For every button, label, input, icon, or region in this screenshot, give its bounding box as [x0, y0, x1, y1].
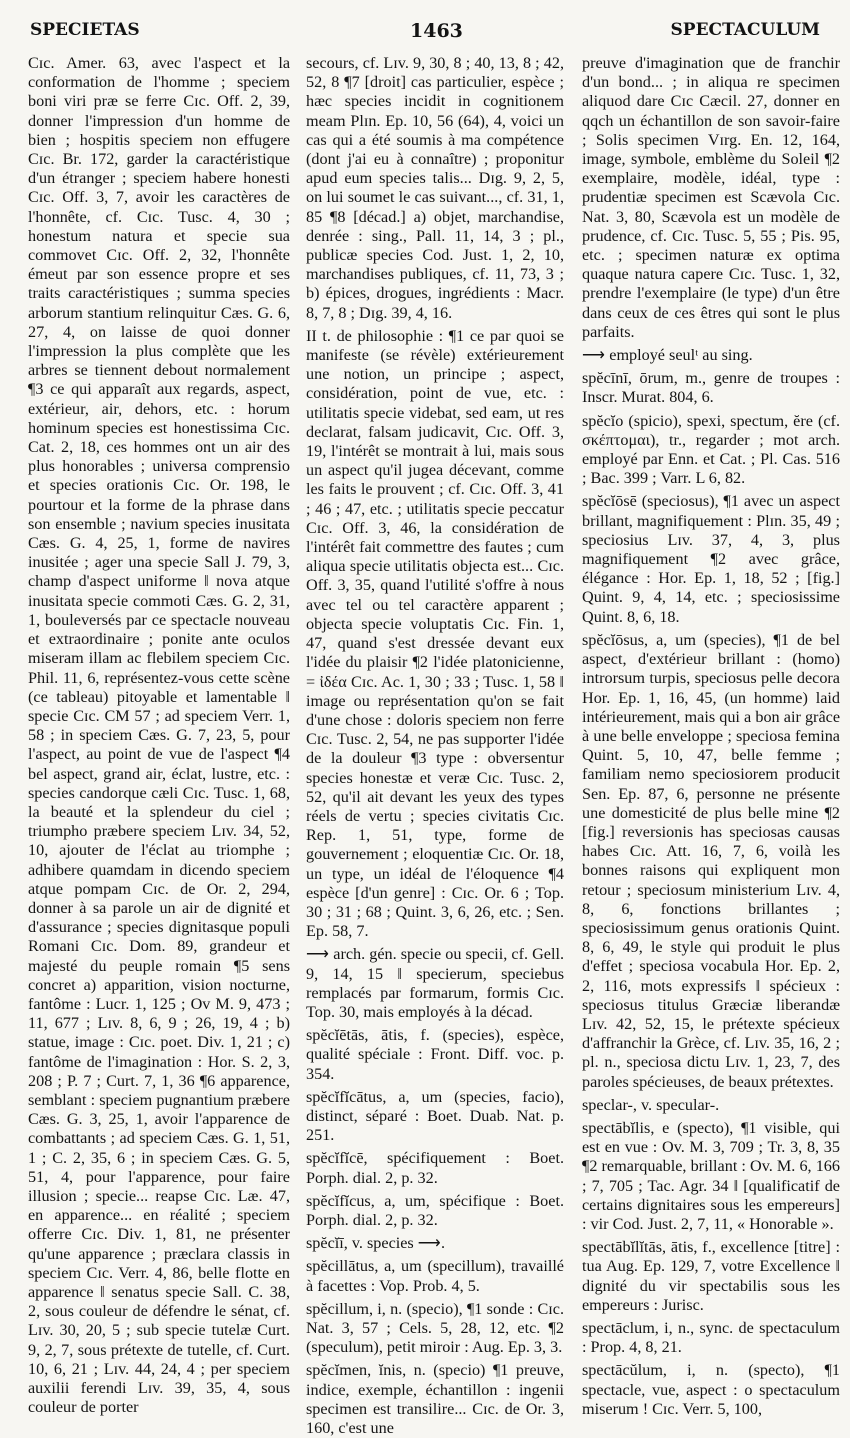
entry-spectaculum: spectācŭlum, i, n. (specto), ¶1 spectacle, vue, aspect : o spectaculum miserum ! Cɪc. Verr. 5, 100,: [582, 1361, 840, 1418]
entry-paragraph: II t. de philosophie : ¶1 ce par quoi se manifeste (se révèle) extérieurement une notion, un principe ; aspect, considération, point de vue, etc. : utilitatis specie videbat, sed eam, ut res declarat, falsam judicavit, Cɪc. Off. 3, 19, l'intérêt se montrait à lui, mais sous un aspect qu'il jugea décevant, comme les faits le prouvent ; cf. Cɪc. Off. 3, 41 ; 46 ; 47, etc. ; utilitatis specie peccatur Cɪc. Off. 3, 46, la considération de l'intérêt fait commettre des fautes ; cum aliqua specie utilitatis objecta est... Cɪc. Off. 3, 35, quand l'utilité s'offre à nous avec tel ou tel caractère apparent ; objecta specie voluptatis Cɪc. Fin. 1, 47, quand s'est dressée devant eux l'idée du plaisir ¶2 l'idée platonicienne, = ἰδέα Cɪc. Ac. 1, 30 ; 33 ; Tusc. 1, 58 ‖ image ou représentation qu'on se fait d'une chose : doloris speciem non ferre Cɪc. Tusc. 2, 54, ne pas supporter l'idée de la douleur ¶3 type : obversentur species honestæ et veræ Cɪc. Tusc. 2, 52, qu'il ait devant les yeux des types réels de vertu ; species civitatis Cɪc. Rep. 1, 51, type, forme de gouvernement ; eloquentiæ Cɪc. Or. 18, un type, un idéal de l'éloquence ¶4 espèce [d'un genre] : Cɪc. Or. 6 ; Top. 30 ; 31 ; 68 ; Quint. 3, 6, 26, etc. ; Sen. Ep. 58, 7.: [306, 326, 564, 941]
entry-paragraph: secours, cf. Lɪv. 9, 30, 8 ; 40, 13, 8 ; 42, 52, 8 ¶7 [droit] cas particulier, espèce ; hæc species incidit in cognitionem meam Plɪn. Ep. 10, 56 (64), 4, voici un cas qui a été soumis à ma compétence (dont j'ai eu à connaître) ; proponitur apud eum species talis... Dɪg. 9, 2, 5, on lui soumet le cas suivant..., cf. 31, 1, 85 ¶8 [décad.] a) objet, marchandise, denrée : sing., Pall. 11, 14, 3 ; pl., publicæ species Cod. Just. 1, 2, 10, marchandises publiques, cf. 11, 73, 3 ; b) épices, drogues, ingrédients : Macr. 8, 7, 8 ; Dɪg. 39, 4, 16.: [306, 54, 564, 322]
entry-paragraph: ⟶ arch. gén. specie ou specii, cf. Gell. 9, 14, 15 ‖ specierum, speciebus remplacés par formarum, formis Cɪc. Top. 30, mais employés à la décad.: [306, 945, 564, 1021]
column-3: [582, 54, 840, 1419]
entry-specifice: spĕcĭfĭcē, spécifiquement : Boet. Porph. dial. 2, p. 32.: [306, 1149, 564, 1187]
entry-speicietas: spĕcĭētās, ātis, f. (species), espèce, qualité spéciale : Front. Diff. voc. p. 354.: [306, 1026, 564, 1083]
entry-speclar: speclar-, v. specular-.: [582, 1095, 720, 1114]
entry-speciose: spĕcĭōsē (speciosus), ¶1 avec un aspect brillant, magnifiquement : Plɪn. 35, 49 ; speciosius Lɪv. 37, 4, 3, plus magnifiquement ¶2 avec grâce, élégance : Hor. Ep. 1, 18, 52 ; [fig.] Quint. 9, 4, 14, etc. ; speciosissime Quint. 8, 6, 18.: [582, 492, 840, 626]
entry-specillatus: spĕcillātus, a, um (specillum), travaillé à facettes : Vop. Prob. 4, 5.: [306, 1257, 564, 1295]
entry-paragraph: preuve d'imagination que de franchir d'un bond... ; in aliqua re specimen aliquod dare Cɪc Cæcil. 27, donner en qqch un échantillon de son savoir-faire ; Solis specimen Vɪrg. En. 12, 164, image, symbole, emblème du Soleil ¶2 exemplaire, modèle, idéal, type : prudentiæ specimen est Scævola Cɪc. Nat. 3, 80, Scævola est un modèle de prudence, cf. Cɪc. Tusc. 5, 55 ; Pis. 95, etc. ; specimen naturæ ex optima quaque natura capere Cɪc. Tusc. 1, 32, prendre l'exemplaire (le type) d'un être dans ceux de ces êtres qui sont le plus parfaits.: [582, 54, 840, 341]
entry-specini: spĕcīnī, ōrum, m., genre de troupes : Inscr. Murat. 804, 6.: [582, 369, 840, 407]
entry-specillum: spĕcillum, i, n. (specio), ¶1 sonde : Cɪc. Nat. 3, 57 ; Cels. 5, 28, 12, etc. ¶2 (speculum), petit miroir : Aug. Ep. 3, 3.: [306, 1299, 564, 1357]
entry-specificus: spĕcĭfĭcus, a, um, spécifique : Boet. Porph. dial. 2, p. 32.: [306, 1191, 564, 1229]
entry-specimen: spĕcĭmen, ĭnis, n. (specio) ¶1 preuve, indice, exemple, échantillon : ingenii specimen est transilire... Cɪc. de Or. 3, 160, c'est une: [306, 1361, 564, 1438]
running-head-right: SPECTACULUM: [670, 20, 820, 40]
running-head-left: SPECIETAS: [30, 20, 140, 40]
entry-spectabilis: spectābĭlis, e (specto), ¶1 visible, qui est en vue : Ov. M. 3, 709 ; Tr. 3, 8, 35 ¶2 remarquable, brillant : Ov. M. 6, 166 ; 7, 705 ; Tac. Agr. 34 ‖ [qualificatif de certains dignitaires sous les empereurs] : vir Cod. Just. 2, 7, 11, « Honorable ».: [582, 1118, 840, 1233]
entry-specii: spĕcĭī, v. species ⟶.: [306, 1234, 446, 1253]
column-2: [306, 54, 564, 1438]
entry-specificatus: spĕcĭfĭcātus, a, um (species, facio), distinct, séparé : Boet. Duab. Nat. p. 251.: [306, 1087, 564, 1145]
page-header: [30, 14, 820, 44]
entry-paragraph: ⟶ employé seulᵗ au sing.: [582, 346, 753, 365]
entry-paragraph: Cɪc. Amer. 63, avec l'aspect et la conformation de l'homme ; speciem boni viri præ se ferre Cɪc. Off. 2, 39, donner l'impression d'un homme de bien ; hospitis speciem non effugere Cɪc. Br. 172, garder la caractéristique d'un étranger ; speciem habere honesti Cɪc. Off. 3, 7, avoir les caractères de l'honnête, cf. Cɪc. Tusc. 4, 30 ; honestum natura et specie sua commovet Cɪc. Off. 2, 32, l'honnête émeut par son essence propre et ses traits caractéristiques ; summa species arborum stantium relinquitur Cæs. G. 6, 27, 4, on laisse de quoi donner l'impression la plus complète que les arbres se tiennent debout normalement ¶3 ce qui apparaît aux regards, aspect, extérieur, air, dehors, etc. : horum hominum species est honestissima Cɪc. Cat. 2, 18, ces hommes ont un air des plus honorables ; universa comprensio et species orationis Cɪc. Or. 198, le pourtour et la forme de la phrase dans son ensemble ; navium species inusitata Cæs. G. 4, 25, 1, forme de navires inusitée ; ager una specie Sall J. 79, 3, champ d'aspect uniforme ‖ nova atque inusitata specie commoti Cæs. G. 2, 31, 1, bouleversés par ce spectacle nouveau et extraordinaire ; ponite ante oculos miseram illam ac flebilem speciem Cɪc. Phil. 11, 6, représentez-vous cette scène (ce tableau) pitoyable et lamentable ‖ specie Cɪc. CM 57 ; ad speciem Verr. 1, 58 ; in speciem Cæs. G. 7, 23, 5, pour l'aspect, au point de vue de l'aspect ¶4 bel aspect, grand air, éclat, lustre, etc. : species candorque cæli Cɪc. Tusc. 1, 68, la beauté et la splendeur du ciel ; triumpho præbere speciem Lɪv. 34, 52, 10, ajouter de l'éclat au triomphe ; adhibere quamdam in dicendo speciem atque pompam Cɪc. de Or. 2, 294, donner à sa parole un air de dignité et d'assurance ; species dignitasque populi Romani Cɪc. Dom. 89, grandeur et majesté du peuple romain ¶5 sens concret a) apparition, vision nocturne, fantôme : Lucr. 1, 125 ; Ov M. 9, 473 ; 11, 677 ; Lɪv. 8, 6, 9 ; 26, 19, 4 ; b) statue, image : Cɪc. poet. Div. 1, 21 ; c) fantôme de l'imagination : Hor. S. 2, 3, 208 ; P. 7 ; Curt. 7, 1, 36 ¶6 apparence, semblant : speciem pugnantium præbere Cæs. G. 3, 25, 1, avoir l'apparence de combattants ; ad speciem Cæs. G. 1, 51, 1 ; C. 2, 35, 6 ; in speciem Cæs. G. 5, 51, 4, pour l'apparence, pour faire illusion ; specie... reapse Cɪc. Læ. 47, en apparence... en réalité ; speciem offerre Cɪc. Div. 1, 81, ne présenter qu'une apparence ; præclara classis in speciem Cɪc. Verr. 4, 86, belle flotte en apparence ‖ senatus specie Sall. C. 38, 2, sous couleur de défendre le sénat, cf. Lɪv. 30, 20, 5 ; sub specie tutelæ Curt. 9, 2, 7, sous prétexte de tutelle, cf. Curt. 10, 6, 21 ; Lɪv. 44, 24, 4 ; per speciem auxilii ferendi Lɪv. 39, 35, 4, sous couleur de porter: [28, 54, 290, 1417]
entry-specio: spĕcĭo (spicio), spexi, spectum, ĕre (cf. σκέπτομαι), tr., regarder ; mot arch. employé par Enn. et Cat. ; Pl. Cas. 516 ; Bac. 399 ; Varr. L 6, 82.: [582, 411, 840, 488]
entry-spectaclum: spectāclum, i, n., sync. de spectaculum : Prop. 4, 8, 21.: [582, 1319, 840, 1357]
page-number: 1463: [410, 20, 463, 42]
entry-spectabilitas: spectābĭlĭtās, ātis, f., excellence [titre] : tua Aug. Ep. 129, 7, votre Excellence ‖ dignité du vir spectabilis sous les empereurs : Jurisc.: [582, 1238, 840, 1314]
entry-speciosus: spĕcĭōsus, a, um (species), ¶1 de bel aspect, d'extérieur brillant : (homo) introrsum turpis, speciosus pelle decora Hor. Ep. 1, 16, 45, (un homme) laid intérieurement, mais qui a bon air grâce à une belle enveloppe ; speciosa femina Quint. 5, 10, 47, belle femme ; familiam nemo speciosiorem producit Sen. Ep. 87, 6, personne ne présente une domesticité de plus belle mine ¶2 [fig.] reversionis has speciosas causas habes Cɪc. Att. 16, 7, 6, voilà les bonnes raisons qui expliquent mon retour ; speciosum ministerium Lɪv. 4, 8, 6, fonctions brillantes ; speciosissimum genus orationis Quint. 8, 6, 49, le style qui produit le plus d'effet ; speciosa vocabula Hor. Ep. 2, 2, 116, mots expressifs ‖ spécieux : speciosus titulus Græciæ liberandæ Lɪv. 42, 52, 15, le prétexte spécieux d'affranchir la Grèce, cf. Lɪv. 35, 16, 2 ; pl. n., speciosa dictu Lɪv. 1, 23, 7, des paroles spécieuses, de beaux prétextes.: [582, 630, 840, 1091]
column-1: [28, 54, 290, 1417]
